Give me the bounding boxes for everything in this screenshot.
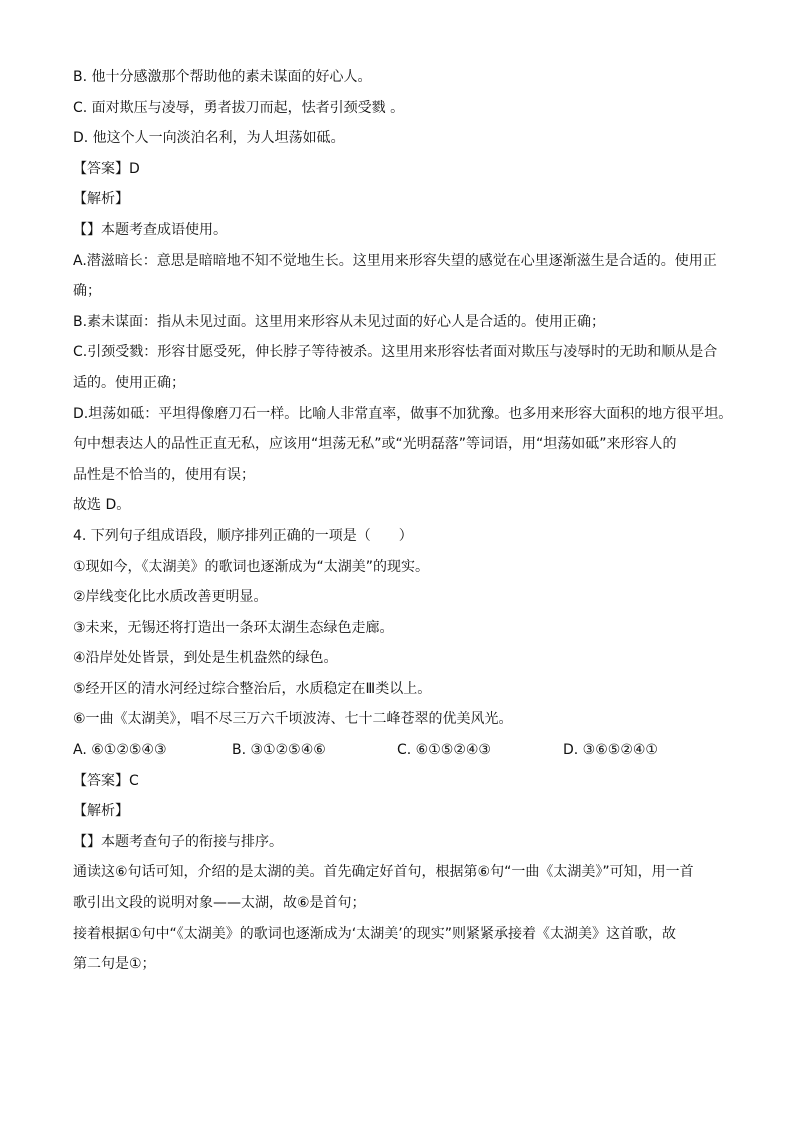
analysis-line: 通读这⑥句话可知，介绍的是太湖的美。首先确定好首句，根据第⑥句“一曲《太湖美》”可知，用一首	[73, 864, 694, 881]
answer-label: 【答案】D	[73, 160, 140, 177]
sentence-1: ①现如今，《太湖美》的歌词也逐渐成为“太湖美”的现实。	[73, 558, 430, 575]
analysis-line: 接着根据①句中“《太湖美》的歌词也逐渐成为‘太湖美’的现实”则紧紧承接着《太湖美》这首歌，故	[73, 925, 676, 942]
analysis-intro: 【】本题考查成语使用。	[73, 221, 227, 238]
analysis-line: 句中想表达人的品性正直无私，应该用“坦荡无私”或“光明磊落”等词语，用“坦荡如砥”来形容人的	[73, 436, 677, 453]
sentence-5: ⑤经开区的清水河经过综合整治后，水质稳定在Ⅲ类以上。	[73, 680, 432, 697]
analysis-line: 品性是不恰当的，使用有误；	[73, 466, 255, 483]
option-c: C. ⑥①⑤②④③	[397, 742, 491, 759]
answer-label: 【答案】C	[73, 772, 139, 789]
option-b: B. ③①②⑤④⑥	[232, 742, 326, 759]
analysis-line: C.引颈受戮：形容甘愿受死，伸长脖子等待被杀。这里用来形容怯者面对欺压与凌辱时的无助和顺从是合	[73, 344, 718, 361]
question-4-options	[73, 735, 733, 766]
analysis-line: 适的。使用正确；	[73, 374, 185, 391]
option-d-line: D. 他这个人一向淡泊名利，为人坦荡如砥。	[73, 130, 345, 147]
option-d: D. ③⑥⑤②④①	[563, 742, 658, 759]
option-b-line: B. 他十分感激那个帮助他的素未谋面的好心人。	[73, 69, 372, 85]
analysis-line: D.坦荡如砥：平坦得像磨刀石一样。比喻人非常直率，做事不加犹豫。也多用来形容大面积的地方很平坦。	[73, 405, 733, 422]
sentence-2: ②岸线变化比水质改善更明显。	[73, 589, 268, 606]
analysis-line: B.素未谋面：指从未见过面。这里用来形容从未见过面的好心人是合适的。使用正确；	[73, 313, 606, 330]
sentence-3: ③未来，无锡还将打造出一条环太湖生态绿色走廊。	[73, 619, 394, 636]
analysis-line: 歌引出文段的说明对象——太湖，故⑥是首句；	[73, 895, 366, 912]
sentence-6: ⑥一曲《太湖美》，唱不尽三万六千顷波涛、七十二峰苍翠的优美风光。	[73, 711, 513, 728]
document-page	[73, 62, 733, 980]
sentence-4: ④沿岸处处皆景，到处是生机盎然的绿色。	[73, 650, 338, 667]
analysis-label: 【解析】	[73, 803, 129, 820]
option-c-line: C. 面对欺压与凌辱，勇者拔刀而起，怯者引颈受戮 。	[73, 99, 405, 116]
analysis-line: A.潜滋暗长：意思是暗暗地不知不觉地生长。这里用来形容失望的感觉在心里逐渐滋生是合适的。使用正	[73, 252, 717, 269]
question-4-stem: 4. 下列句子组成语段，顺序排列正确的一项是（ ）	[73, 527, 413, 544]
analysis-intro: 【】本题考查句子的衔接与排序。	[73, 833, 283, 850]
analysis-line: 确；	[73, 283, 101, 300]
conclusion-line: 故选 D。	[73, 497, 131, 514]
option-a: A. ⑥①②⑤④③	[73, 742, 167, 759]
analysis-label: 【解析】	[73, 191, 129, 208]
analysis-line: 第二句是①；	[73, 956, 156, 973]
